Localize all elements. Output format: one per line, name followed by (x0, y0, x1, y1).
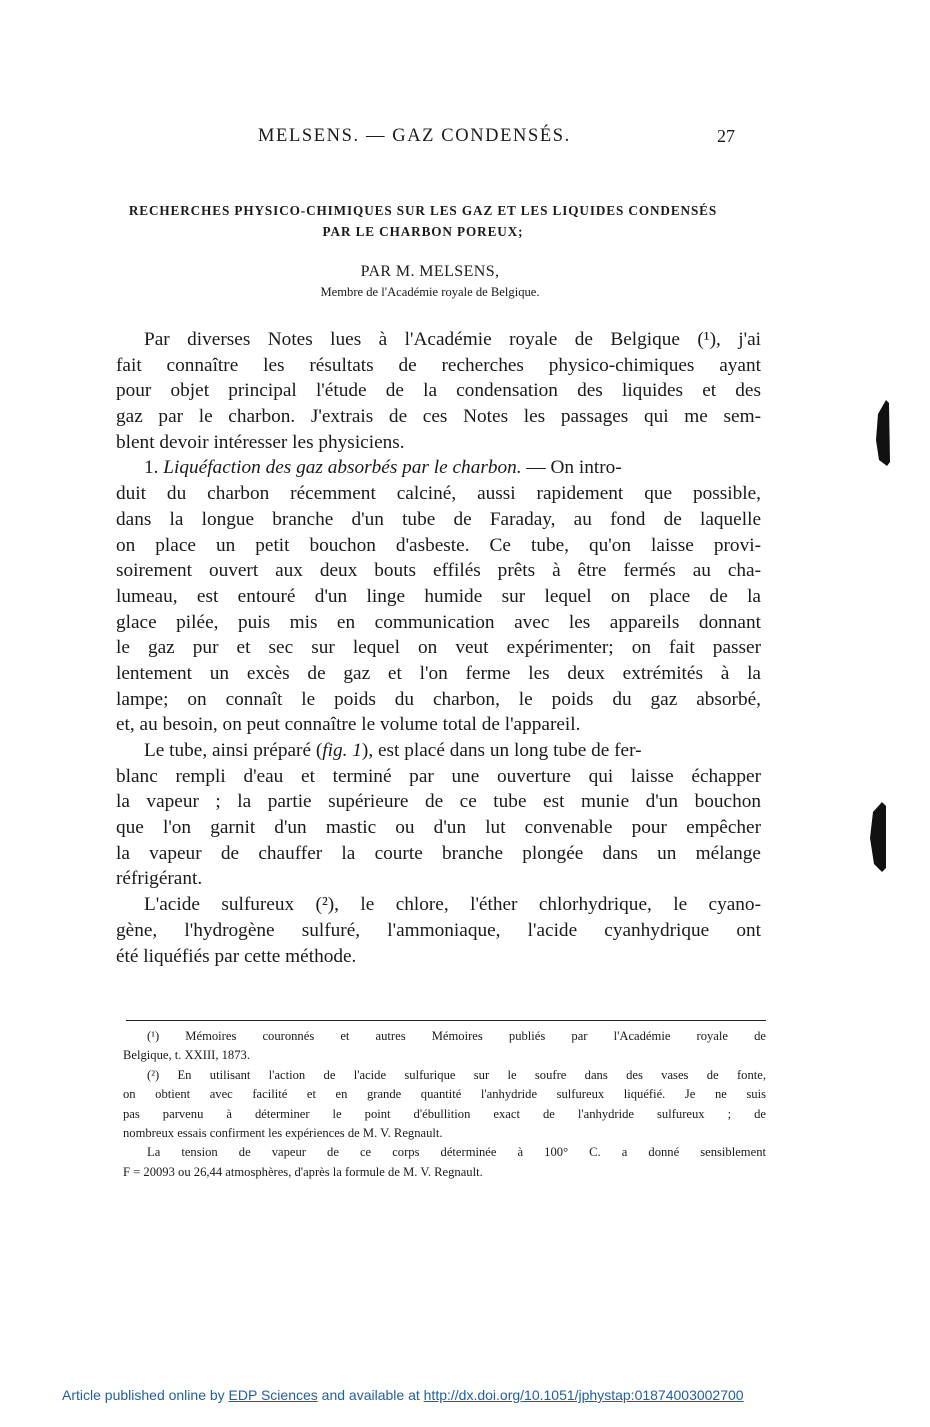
section-heading-line (116, 455, 761, 481)
author: PAR M. MELSENS, (360, 263, 500, 280)
body-line: la vapeur ; la partie supérieure de ce tube est munie d'un bouchon (116, 791, 761, 813)
body-line: dans la longue branche d'un tube de Faraday, au fond de laquelle (116, 508, 761, 530)
footnote-line: nombreux essais confirment les expériences de M. V. Regnault. (123, 1125, 443, 1140)
section-number: 1. (144, 457, 164, 479)
body-line: la vapeur de chauffer la courte branche plongée dans un mélange (116, 842, 761, 864)
footnote-line: (²) En utilisant l'action de l'acide sulfurique sur le soufre dans des vases de fonte, (147, 1067, 766, 1082)
body-line (116, 738, 761, 764)
body-line: et, au besoin, on peut connaître le volume total de l'appareil. (116, 714, 581, 736)
body-line: pour objet principal l'étude de la condensation des liquides et des (116, 380, 761, 402)
body-line-fragment: — On intro- (521, 457, 622, 479)
body-line: gène, l'hydrogène sulfuré, l'ammoniaque, l'acide cyanhydrique ont (116, 919, 761, 941)
body-line: le gaz pur et sec sur lequel on veut expérimenter; on fait passer (116, 637, 761, 659)
section-heading: Liquéfaction des gaz absorbés par le charbon. (163, 457, 522, 479)
scan-margin-mark (876, 400, 890, 466)
footer-text: and available at (317, 1387, 424, 1403)
body-line: glace pilée, puis mis en communication avec les appareils donnant (116, 611, 761, 633)
running-head-title: MELSENS. — GAZ CONDENSÉS. (258, 126, 571, 146)
page-number: 27 (717, 126, 735, 146)
running-head (0, 126, 930, 150)
body-line: on place un petit bouchon d'asbeste. Ce tube, qu'on laisse provi- (116, 534, 761, 556)
footnote-line: F = 20093 ou 26,44 atmosphères, d'après la formule de M. V. Regnault. (123, 1164, 483, 1179)
body-line: été liquéfiés par cette méthode. (116, 945, 357, 967)
body-line: duit du charbon récemment calciné, aussi rapidement que possible, (116, 483, 761, 505)
body-line: L'acide sulfureux (²), le chlore, l'éther chlorhydrique, le cyano- (144, 894, 761, 916)
scan-margin-mark (870, 802, 886, 872)
doi-link[interactable]: http://dx.doi.org/10.1051/jphystap:01874003002700 (423, 1387, 744, 1403)
body-line: lumeau, est entouré d'un linge humide sur lequel on place de la (116, 585, 761, 607)
body-line: lentement un excès de gaz et l'on ferme les deux extrémités à la (116, 662, 761, 684)
body-text (116, 327, 761, 969)
figure-reference: fig. 1 (322, 740, 362, 761)
publication-footer (62, 1387, 744, 1403)
body-line: soirement ouvert aux deux bouts effilés prêts à être fermés au cha- (116, 560, 761, 582)
article-title (98, 200, 748, 242)
body-line-fragment: ), est placé dans un long tube de fer- (361, 740, 642, 761)
body-line: réfrigérant. (116, 868, 203, 890)
footnote-line: pas parvenu à déterminer le point d'ébullition exact de l'anhydride sulfureux ; de (123, 1106, 766, 1121)
footnote-line: on obtient avec facilité et en grande quantité l'anhydride sulfureux liquéfié. Je ne suis (123, 1087, 766, 1102)
byline (120, 262, 740, 302)
body-line: blanc rempli d'eau et terminé par une ouverture qui laisse échapper (116, 765, 761, 787)
body-line-fragment: Le tube, ainsi préparé ( (144, 740, 323, 761)
article-title-line: RECHERCHES PHYSICO-CHIMIQUES SUR LES GAZ ET LES LIQUIDES CONDENSÉS (128, 203, 718, 218)
footer-text: Article published online by (62, 1387, 229, 1403)
footnote-line: (¹) Mémoires couronnés et autres Mémoires publiés par l'Académie royale de (147, 1029, 766, 1043)
body-line: Par diverses Notes lues à l'Académie royale de Belgique (¹), j'ai (144, 329, 761, 350)
body-line: gaz par le charbon. J'extrais de ces Notes les passages qui me sem- (116, 406, 761, 428)
footnote-divider (126, 1020, 766, 1021)
article-title-line: PAR LE CHARBON POREUX; (322, 224, 524, 239)
footnote-line: Belgique, t. XXIII, 1873. (123, 1048, 250, 1063)
footnote-line: La tension de vapeur de ce corps déterminée à 100° C. a donné sensiblement (147, 1145, 766, 1160)
body-line: fait connaître les résultats de recherches physico-chimiques ayant (116, 354, 761, 376)
publisher-link[interactable]: EDP Sciences (228, 1387, 318, 1403)
body-line: que l'on garnit d'un mastic ou d'un lut convenable pour empêcher (116, 817, 761, 839)
body-line: lampe; on connaît le poids du charbon, le poids du gaz absorbé, (116, 688, 761, 710)
footnotes (123, 1027, 766, 1182)
author-affiliation: Membre de l'Académie royale de Belgique. (320, 285, 540, 299)
body-line: blent devoir intéresser les physiciens. (116, 431, 405, 453)
